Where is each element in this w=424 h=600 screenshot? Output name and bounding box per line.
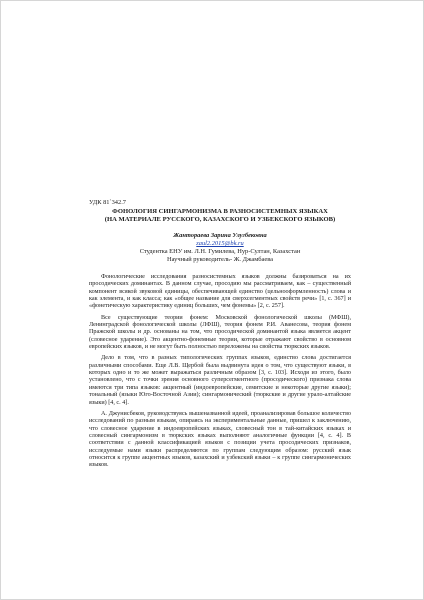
paragraph-2: Все существующие теории фонем: Московской фонологической школы (МФШ), Ленинградской фонологической школы (ЛФШ), теория фонем Р.И. Аванесова, теория фонем Пражской школы и др. основаны на том, что просодической доминантой языка является акцент (словесное ударение). Это акцентно-фонемные теории, которые отражают свойство в основном европейских языков, и не могут быть полностью переложены на свойства тюркских языков. <box>89 314 351 351</box>
author-affiliation: Студентка ЕНУ им. Л.Н. Гумилева, Нур-Султан, Казахстан <box>139 248 301 255</box>
article-title <box>89 208 351 224</box>
udc-code: УДК 81`342.7 <box>89 199 126 206</box>
paragraph-4: А. Джунисбеков, руководствуясь вышеназванной идеей, проанализировав большое количество исследований по разным языкам, опираясь на экспериментальные данные, пришел к заключению, что словесное ударение в индоевропейских языках, словесный тон в тай-китайских языках и словесный сингармонизм в тюркских языках выполняют аналогичные функции [4, с. 4]. В соответствии с данной классификацией языков с позиции учета просодических признаков, исследуемые нами языки распределяются по группам следующим образом: русский язык относится к группе акцентных языков, казахский и узбекский языки – к группе сингармонических языков. <box>89 410 351 469</box>
title-line-2: (НА МАТЕРИАЛЕ РУССКОГО, КАЗАХСКОГО И УЗБЕКСКОГО ЯЗЫКОВ) <box>104 216 336 223</box>
author-block <box>89 232 351 264</box>
article-body <box>89 274 351 470</box>
article <box>89 199 351 474</box>
paragraph-3: Дело в том, что в разных типологических группах языков, единство слова достигается различными способами. Еще Л.В. Щербой была выдвинута идея о том, что существуют языки, в которых одно и то же может выражаться различным образом [3, с. 103]. Исходя из этого, было установлено, что с точки зрения основного суперсегментного (просодического) признака слова имеются три типа языков: акцентный (индоевропейские, семитские и некоторые другие языки); тональный (языки Юго-Восточной Азии); сингармонический (тюркские и другие урало-алтайские языки) [4, с. 4]. <box>89 355 351 406</box>
author-email-link[interactable]: zaul2.2015@bk.ru <box>196 240 244 247</box>
paragraph-1: Фонологические исследования разносистемных языков должны базироваться на их просодических доминантах. В данном случае, просодию мы рассматриваем, как – существенный компонент всякой звуковой единицы, обеспечивающей единство (цельнооформленность) слова и как элемента, и как класса; как «общее название для сверхсегментных свойств речи» [1, с. 367] и «фонетическую характеристику единиц больших, чем фонемы» [2, с. 257]. <box>89 274 351 310</box>
title-line-1: ФОНОЛОГИЯ СИНГАРМОНИЗМА В РАЗНОСИСТЕМНЫХ ЯЗЫКАХ <box>112 208 328 215</box>
author-name: Жанторaева Зарина Улугбековна <box>173 232 267 239</box>
scientific-supervisor: Научный руководитель- Ж. Джамбаева <box>167 256 273 263</box>
